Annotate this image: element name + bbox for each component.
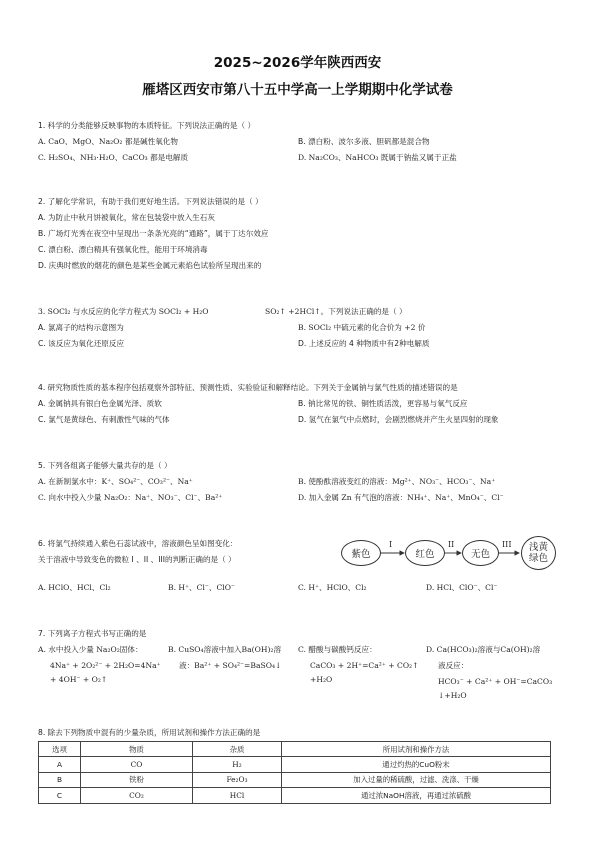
label-II: II [448,540,455,549]
q7-stem: 7. 下列离子方程式书写正确的是 [38,629,147,638]
q7-option-c-line2: CaCO₃ + 2H⁺=Ca²⁺ + CO₂↑ [310,661,419,670]
table-cell: A [39,757,81,772]
label-III: III [502,540,512,549]
node-red: 红色 [405,540,445,566]
q5-option-a[interactable]: A. 在新制氯水中：K⁺、SO₄²⁻、CO₃²⁻、Na⁺ [38,477,193,486]
label-I: I [389,540,393,549]
q8-stem: 8. 除去下列物质中混有的少量杂质，所用试剂和操作方法正确的是 [38,728,261,737]
table-cell: H₂ [193,757,282,772]
table-header-cell: 物质 [81,742,193,757]
q3-option-d[interactable]: D. 上述反应的 4 种物质中有2种电解质 [298,339,430,348]
q3-option-c[interactable]: C. 该反应为氧化还原反应 [38,339,125,348]
table-cell: CO [81,757,193,772]
q7-option-d-line4: ↓+H₂O [438,691,467,700]
q5-option-c[interactable]: C. 向水中投入少量 Na₂O₂：Na⁺、NO₃⁻、Cl⁻、Ba²⁺ [38,493,223,502]
table-cell: 通过灼热的CuO粉末 [282,757,551,772]
q2-option-a[interactable]: A. 为防止中秋月饼被氧化，常在包装袋中放入生石灰 [38,213,215,222]
q7-option-c-line3: +H₂O [310,675,333,684]
q5-option-b[interactable]: B. 使酚酞溶液变红的溶液：Mg²⁺、NO₃⁻、HCO₃⁻、Na⁺ [298,477,496,486]
color-change-diagram [338,535,556,573]
q6-option-b[interactable]: B. H⁺、Cl⁻、ClO⁻ [168,583,235,592]
node-light-yellow-green [521,536,556,570]
q2-option-b[interactable]: B. 广场灯光秀在夜空中呈现出一条条光亮的“通路”，属于丁达尔效应 [38,229,269,238]
q1-option-a[interactable]: A. CaO、MgO、Na₂O₂ 都是碱性氧化物 [38,137,178,146]
q6-option-c[interactable]: C. H⁺、HClO、Cl₂ [298,583,367,592]
q8-table [38,741,551,804]
q7-option-d-line1[interactable]: D. Ca(HCO₃)₂溶液与Ca(OH)₂溶 [426,645,541,654]
q7-option-c-line1[interactable]: C. 醋酸与碳酸钙反应： [298,645,377,654]
table-header-cell: 杂质 [193,742,282,757]
q7-option-b-line1[interactable]: B. CuSO₄溶液中加入Ba(OH)₂溶 [168,645,282,654]
q3-option-b[interactable]: B. SOCl₂ 中硫元素的化合价为 +2 价 [298,323,426,332]
table-cell: Fe₂O₃ [193,772,282,787]
q6-option-a[interactable]: A. HClO、HCl、Cl₂ [38,583,111,592]
node-colorless: 无色 [462,540,499,566]
q1-stem: 1. 科学的分类能够反映事物的本质特征。下列说法正确的是（ ） [38,121,256,130]
page-title-line2: 雁塔区西安市第八十五中学高一上学期期中化学试卷 [142,82,453,98]
q4-stem: 4. 研究物质性质的基本程序包括观察外部特征、预测性质、实验验证和解释结论。下列关于金属钠与氯气性质的描述错误的是 [38,383,458,392]
page-title-line1: 2025~2026学年陕西西安 [213,55,382,71]
node4-line2: 绿色 [528,553,548,564]
node4-line1: 浅黄 [528,542,548,553]
q3-stem-left: 3. SOCl₂ 与水反应的化学方程式为 SOCl₂ + H₂O [38,307,209,316]
table-header-cell: 所用试剂和操作方法 [282,742,551,757]
q6-option-d[interactable]: D. HCl、ClO⁻、Cl⁻ [426,583,498,592]
q7-option-d-line3: HCO₃⁻ + Ca²⁺ + OH⁻=CaCO₃ [438,677,553,686]
q4-option-d[interactable]: D. 氢气在氯气中点燃时，会剧烈燃烧并产生火星四射的现象 [298,415,499,424]
table-cell: 铁粉 [81,772,193,787]
q1-option-b[interactable]: B. 漂白粉、波尔多液、胆矾都是混合物 [298,137,430,146]
q2-option-c[interactable]: C. 漂白粉、漂白精具有强氧化性，能用于环境消毒 [38,245,208,254]
table-cell: HCl [193,788,282,803]
q1-option-c[interactable]: C. H₂SO₄、NH₃·H₂O、CaCO₃ 都是电解质 [38,153,189,162]
table-header-row [39,742,551,757]
table-row [39,757,551,772]
q1-option-d[interactable]: D. Na₂CO₃、NaHCO₃ 既属于钠盐又属于正盐 [298,153,457,162]
q3-stem-right: SO₂↑ +2HCl↑。下列说法正确的是（ ） [265,307,407,316]
table-header-cell: 选项 [39,742,81,757]
q4-option-b[interactable]: B. 钠比常见的铁、铜性质活泼，更容易与氧气反应 [298,399,468,408]
q2-stem: 2. 了解化学常识，有助于我们更好地生活。下列说法错误的是（ ） [38,197,263,206]
q7-option-a-line2: 4Na⁺ + 2O₂²⁻ + 2H₂O=4Na⁺ [50,661,161,670]
node-purple: 紫色 [341,540,381,566]
q2-option-d[interactable]: D. 庆典时燃放的烟花的颜色是某些金属元素焰色试验所呈现出来的 [38,261,262,270]
q5-option-d[interactable]: D. 加入金属 Zn 有气泡的溶液：NH₄⁺、Na⁺、MnO₄⁻、Cl⁻ [298,493,504,502]
q5-stem: 5. 下列各组离子能够大量共存的是（ ） [38,461,172,470]
q6-stem-line2: 关于溶液中导致变色的微粒 I 、II 、III的判断正确的是（ ） [38,555,236,564]
table-row [39,772,551,787]
q7-option-a-line3: + 4OH⁻ + O₂↑ [50,675,108,684]
q7-option-a-line1[interactable]: A. 水中投入少量 Na₂O₂固体： [38,645,143,654]
table-cell: 通过浓NaOH溶液，再通过浓硫酸 [282,788,551,803]
table-cell: C [39,788,81,803]
q4-option-c[interactable]: C. 氯气是黄绿色、有刺激性气味的气体 [38,415,170,424]
table-row [39,788,551,803]
q6-stem-line1: 6. 将氯气持续通入紫色石蕊试液中，溶液颜色呈如图变化： [38,539,238,548]
table-cell: B [39,772,81,787]
table-cell: 加入过量的稀硫酸，过滤、洗涤、干燥 [282,772,551,787]
q4-option-a[interactable]: A. 金属钠具有银白色金属光泽、质软 [38,399,162,408]
q7-option-d-line2: 液反应： [438,661,469,670]
q3-option-a[interactable]: A. 氯离子的结构示意图为 [38,323,124,332]
q7-option-b-line2: 液：Ba²⁺ + SO₄²⁻=BaSO₄↓ [179,661,282,670]
table-cell: CO₂ [81,788,193,803]
